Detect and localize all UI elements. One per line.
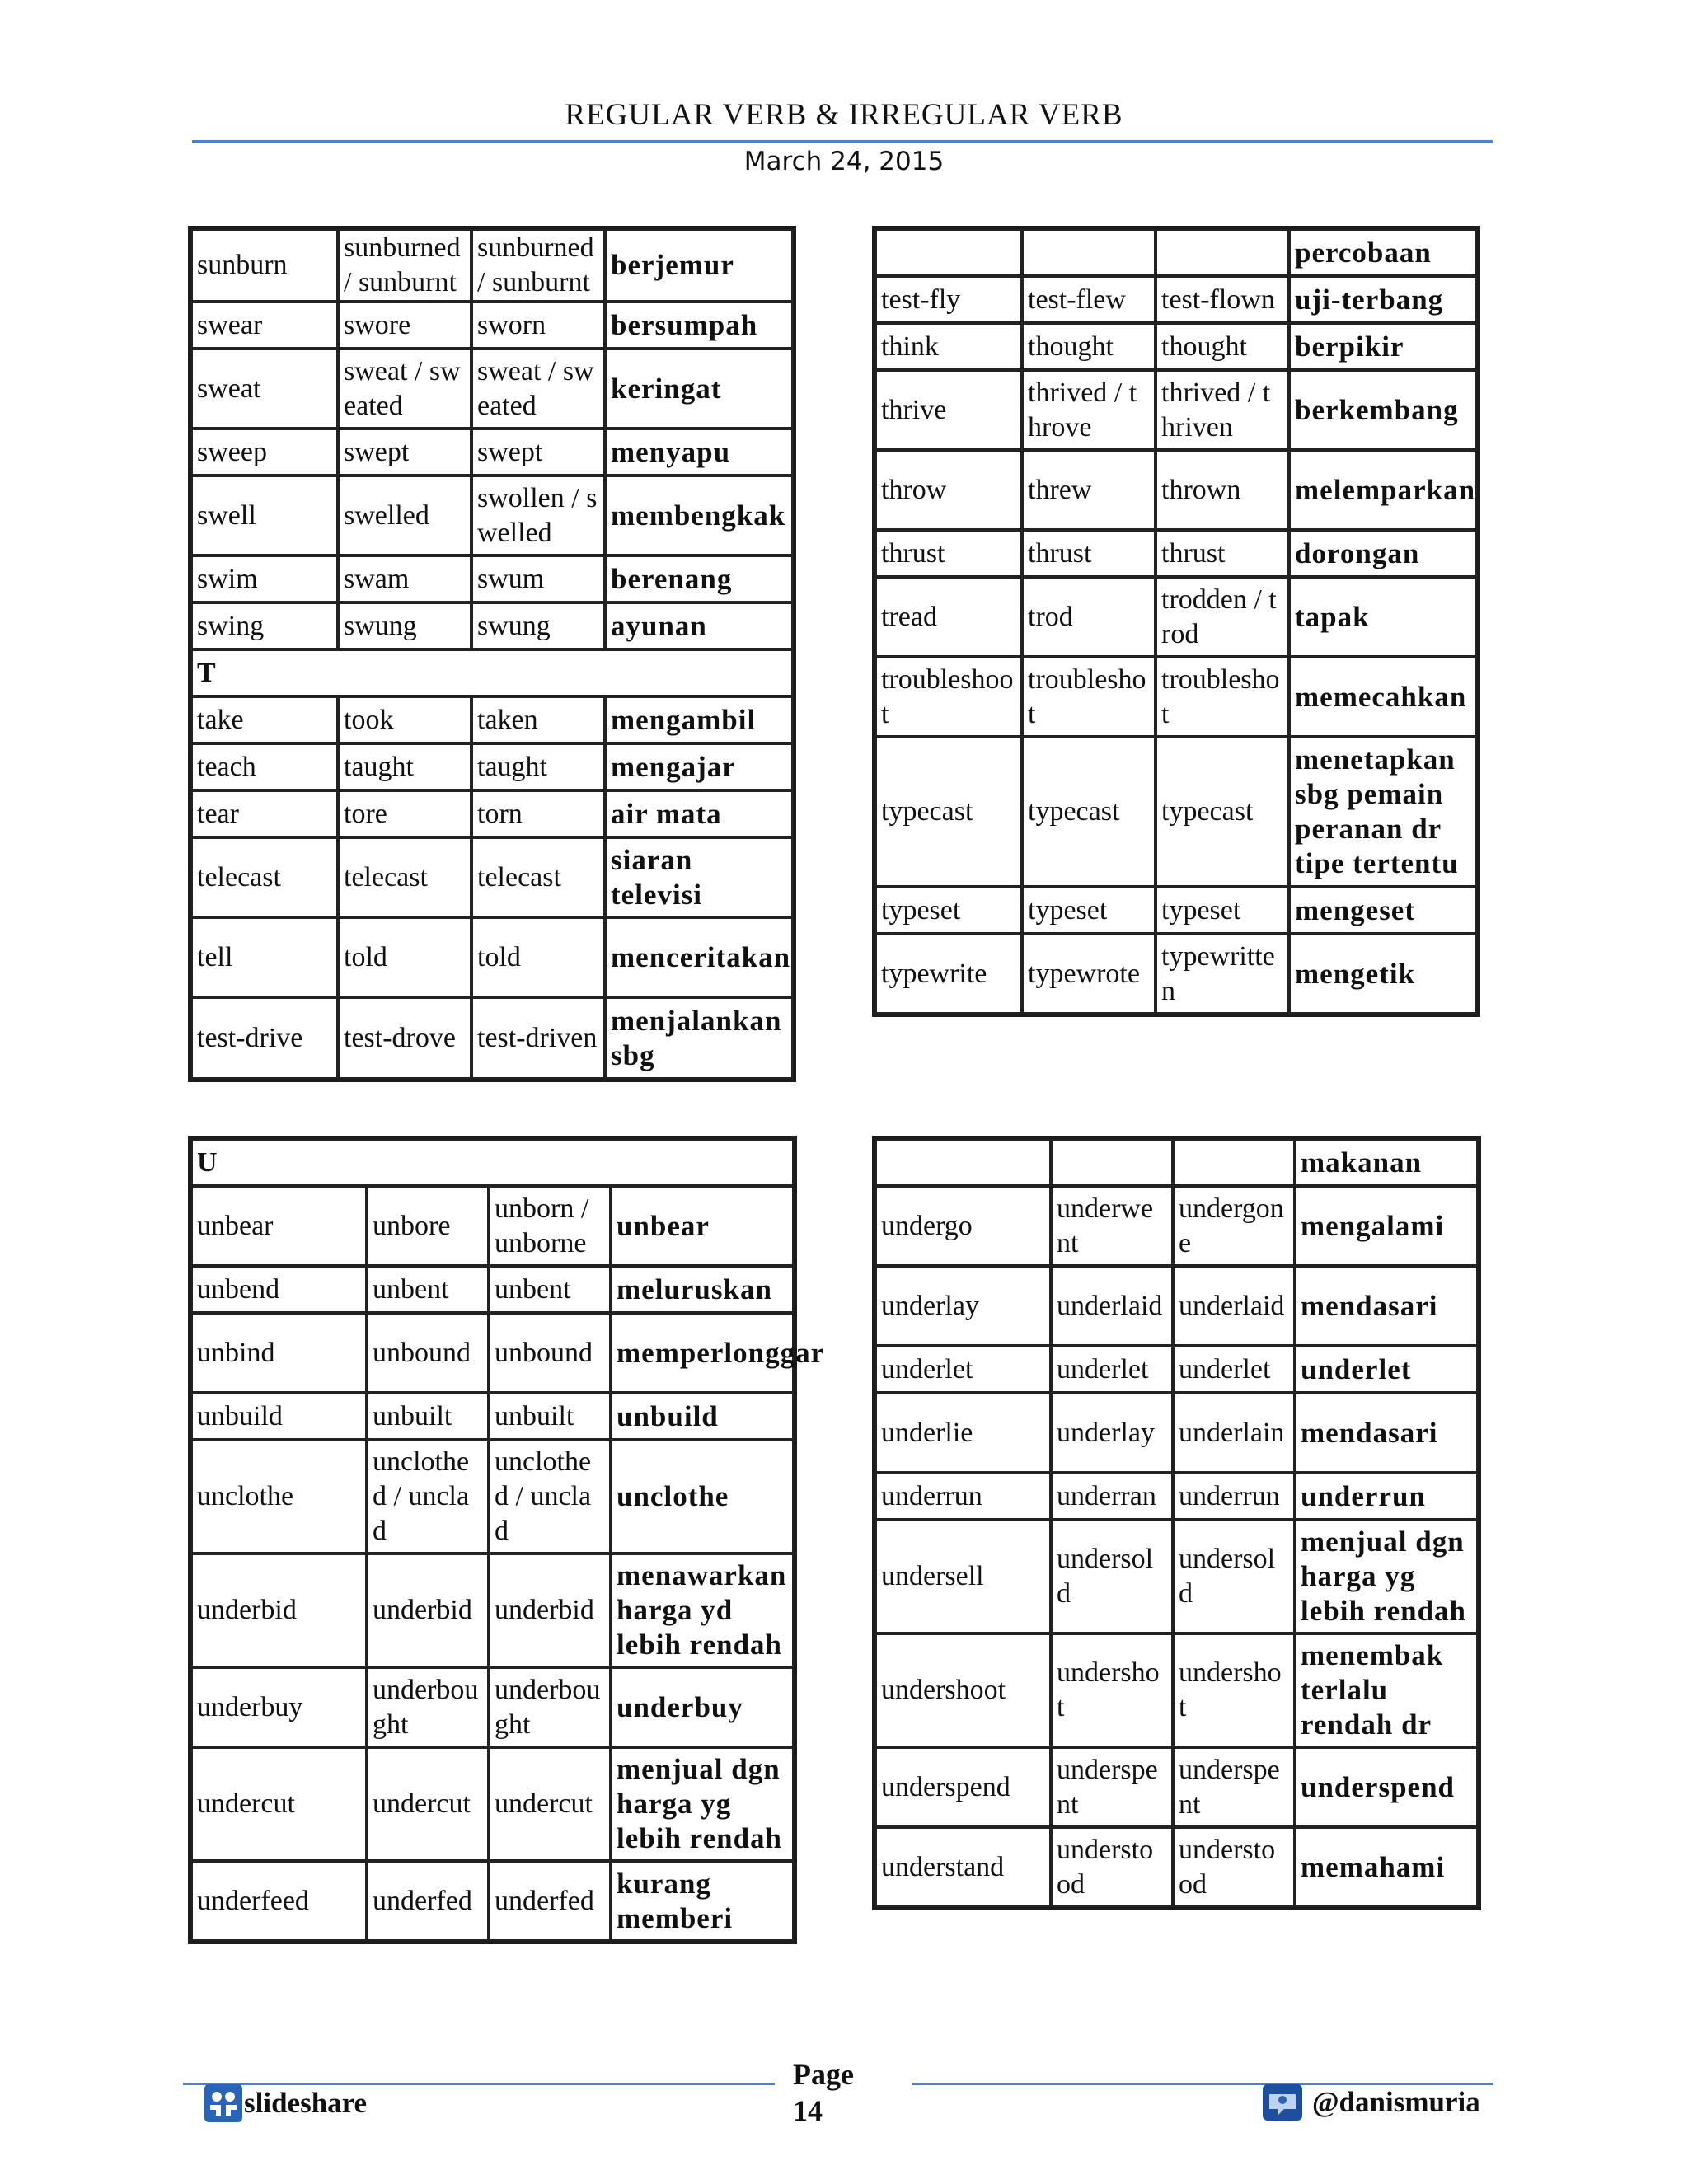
past-participle-cell: swollen / swelled — [471, 476, 605, 555]
past-tense-cell: undersold — [1051, 1520, 1173, 1633]
verb-row — [191, 1554, 794, 1667]
meaning-cell: air mata — [605, 790, 793, 837]
past-participle-cell: sunburned / sunburnt — [471, 229, 605, 302]
meaning-cell: mengajar — [605, 743, 793, 790]
slideshare-user-icon — [1261, 2083, 1304, 2122]
past-participle-cell: thought — [1156, 323, 1289, 370]
base-form-cell: underrun — [875, 1473, 1051, 1520]
meaning-cell: underspend — [1295, 1747, 1478, 1827]
meaning-cell: menetapkan sbg pemain peranan dr tipe tertentu — [1289, 737, 1477, 887]
base-form-cell — [875, 1139, 1051, 1186]
verb-row — [875, 323, 1477, 370]
past-participle-cell: thrown — [1156, 450, 1289, 530]
past-participle-cell: undercut — [489, 1747, 611, 1861]
past-tense-cell: telecast — [338, 837, 471, 917]
past-tense-cell: swore — [338, 302, 471, 349]
past-participle-cell: taught — [471, 743, 605, 790]
verb-row — [191, 602, 793, 649]
base-form-cell: swear — [191, 302, 338, 349]
verb-row — [875, 577, 1477, 657]
past-participle-cell: swept — [471, 429, 605, 476]
past-tense-cell: thrived / throve — [1022, 370, 1156, 450]
meaning-cell: memahami — [1295, 1827, 1478, 1907]
past-participle-cell: test-driven — [471, 997, 605, 1079]
past-participle-cell: sweat / sweated — [471, 349, 605, 429]
past-tense-cell: sweat / sweated — [338, 349, 471, 429]
meaning-cell: meluruskan — [611, 1266, 794, 1313]
verb-row — [191, 1313, 794, 1393]
base-form-cell: underfeed — [191, 1861, 367, 1941]
meaning-cell: menawarkan harga yd lebih rendah — [611, 1554, 794, 1667]
meaning-cell: kurang memberi — [611, 1861, 794, 1941]
page-number-value: 14 — [793, 2094, 823, 2127]
past-tense-cell: unbore — [367, 1186, 489, 1266]
meaning-cell: makanan — [1295, 1139, 1478, 1186]
past-tense-cell — [1051, 1139, 1173, 1186]
base-form-cell: tear — [191, 790, 338, 837]
meaning-cell: uji-terbang — [1289, 276, 1477, 323]
verb-row — [875, 1520, 1478, 1633]
verb-row — [875, 1266, 1478, 1346]
past-tense-cell — [1022, 229, 1156, 276]
past-participle-cell: underrun — [1173, 1473, 1295, 1520]
meaning-cell: menjual dgn harga yg lebih rendah — [1295, 1520, 1478, 1633]
meaning-cell: mengambil — [605, 696, 793, 743]
past-participle-cell: typeset — [1156, 887, 1289, 934]
past-participle-cell: typewritten — [1156, 934, 1289, 1014]
past-tense-cell: thought — [1022, 323, 1156, 370]
base-form-cell: thrust — [875, 530, 1022, 577]
verb-row — [875, 1139, 1478, 1186]
base-form-cell: thrive — [875, 370, 1022, 450]
page-number — [793, 2056, 854, 2129]
author-handle — [1261, 2083, 1480, 2122]
past-tense-cell: typeset — [1022, 887, 1156, 934]
meaning-cell: menjalankan sbg — [605, 997, 793, 1079]
past-participle-cell: thrived / thriven — [1156, 370, 1289, 450]
base-form-cell: troubleshoot — [875, 657, 1022, 737]
past-participle-cell: underlet — [1173, 1346, 1295, 1393]
verb-row — [875, 1393, 1478, 1473]
verb-row — [191, 429, 793, 476]
meaning-cell: memecahkan — [1289, 657, 1477, 737]
meaning-cell: menyapu — [605, 429, 793, 476]
slideshare-brand-text: slideshare — [244, 2087, 368, 2119]
past-tense-cell: unbent — [367, 1266, 489, 1313]
author-username: @danismuria — [1312, 2086, 1480, 2118]
verb-row — [191, 1667, 794, 1747]
past-participle-cell: test-flown — [1156, 276, 1289, 323]
verb-table-u-continued — [872, 1136, 1481, 1910]
verb-row — [191, 837, 793, 917]
meaning-cell: membengkak — [605, 476, 793, 555]
base-form-cell: underbuy — [191, 1667, 367, 1747]
verb-row — [191, 917, 793, 997]
meaning-cell: underlet — [1295, 1346, 1478, 1393]
meaning-cell: keringat — [605, 349, 793, 429]
past-tense-cell: typecast — [1022, 737, 1156, 887]
base-form-cell: undergo — [875, 1186, 1051, 1266]
past-participle-cell: taken — [471, 696, 605, 743]
verb-table-t-continued — [872, 226, 1480, 1017]
base-form-cell: throw — [875, 450, 1022, 530]
verb-row — [875, 1633, 1478, 1747]
past-participle-cell: trodden / trod — [1156, 577, 1289, 657]
base-form-cell: teach — [191, 743, 338, 790]
past-participle-cell: undergone — [1173, 1186, 1295, 1266]
base-form-cell: underlet — [875, 1346, 1051, 1393]
past-participle-cell: underfed — [489, 1861, 611, 1941]
past-tense-cell: thrust — [1022, 530, 1156, 577]
past-tense-cell: test-drove — [338, 997, 471, 1079]
past-participle-cell: underlaid — [1173, 1266, 1295, 1346]
verb-row — [875, 1473, 1478, 1520]
past-participle-cell: troubleshot — [1156, 657, 1289, 737]
verb-row — [191, 696, 793, 743]
past-tense-cell: underbought — [367, 1667, 489, 1747]
past-tense-cell: swept — [338, 429, 471, 476]
verb-row — [191, 997, 793, 1079]
verb-row — [191, 229, 793, 302]
past-participle-cell: unbound — [489, 1313, 611, 1393]
base-form-cell: tread — [875, 577, 1022, 657]
meaning-cell: berenang — [605, 555, 793, 602]
past-tense-cell: underlet — [1051, 1346, 1173, 1393]
verb-row — [875, 657, 1477, 737]
meaning-cell: menjual dgn harga yg lebih rendah — [611, 1747, 794, 1861]
meaning-cell: mengeset — [1289, 887, 1477, 934]
verb-row — [191, 790, 793, 837]
meaning-cell: menceritakan — [605, 917, 793, 997]
letter-heading-row — [191, 1139, 794, 1186]
verb-row — [875, 1186, 1478, 1266]
past-tense-cell: underspent — [1051, 1747, 1173, 1827]
meaning-cell: menembak terlalu rendah dr — [1295, 1633, 1478, 1747]
past-participle-cell: underbought — [489, 1667, 611, 1747]
letter-heading-row — [191, 649, 793, 696]
meaning-cell: siaran televisi — [605, 837, 793, 917]
past-tense-cell: tore — [338, 790, 471, 837]
verb-row — [191, 555, 793, 602]
past-tense-cell: threw — [1022, 450, 1156, 530]
slideshare-icon — [203, 2083, 244, 2124]
meaning-cell: memperlonggar — [611, 1313, 794, 1393]
base-form-cell: tell — [191, 917, 338, 997]
past-participle-cell: underbid — [489, 1554, 611, 1667]
past-participle-cell: unbent — [489, 1266, 611, 1313]
base-form-cell: unbear — [191, 1186, 367, 1266]
base-form-cell: underbid — [191, 1554, 367, 1667]
past-participle-cell: underspent — [1173, 1747, 1295, 1827]
past-tense-cell: typewrote — [1022, 934, 1156, 1014]
past-tense-cell: undershot — [1051, 1633, 1173, 1747]
verb-row — [875, 1346, 1478, 1393]
past-tense-cell: test-flew — [1022, 276, 1156, 323]
verb-row — [875, 276, 1477, 323]
meaning-cell: berkembang — [1289, 370, 1477, 450]
past-tense-cell: undercut — [367, 1747, 489, 1861]
meaning-cell: unclothe — [611, 1440, 794, 1554]
base-form-cell: underspend — [875, 1747, 1051, 1827]
base-form-cell: swell — [191, 476, 338, 555]
verb-row — [191, 1186, 794, 1266]
meaning-cell: dorongan — [1289, 530, 1477, 577]
verb-row — [191, 1440, 794, 1554]
verb-row — [875, 229, 1477, 276]
base-form-cell: unclothe — [191, 1440, 367, 1554]
past-tense-cell: swam — [338, 555, 471, 602]
base-form-cell: test-fly — [875, 276, 1022, 323]
meaning-cell: tapak — [1289, 577, 1477, 657]
past-tense-cell: unclothed / unclad — [367, 1440, 489, 1554]
meaning-cell: berpikir — [1289, 323, 1477, 370]
meaning-cell: mengetik — [1289, 934, 1477, 1014]
base-form-cell: think — [875, 323, 1022, 370]
verb-table-u — [188, 1136, 825, 1944]
base-form-cell: underlay — [875, 1266, 1051, 1346]
past-tense-cell: unbuilt — [367, 1393, 489, 1440]
meaning-cell: mendasari — [1295, 1393, 1478, 1473]
verb-row — [191, 1266, 794, 1313]
past-participle-cell: undershot — [1173, 1633, 1295, 1747]
past-participle-cell: unclothed / unclad — [489, 1440, 611, 1554]
meaning-cell: mengalami — [1295, 1186, 1478, 1266]
past-participle-cell: underlain — [1173, 1393, 1295, 1473]
verb-row — [875, 450, 1477, 530]
past-participle-cell: told — [471, 917, 605, 997]
past-tense-cell: swelled — [338, 476, 471, 555]
base-form-cell: test-drive — [191, 997, 338, 1079]
verb-row — [191, 476, 793, 555]
base-form-cell: sunburn — [191, 229, 338, 302]
base-form-cell: unbuild — [191, 1393, 367, 1440]
meaning-cell: berjemur — [605, 229, 793, 302]
past-tense-cell: took — [338, 696, 471, 743]
verb-row — [191, 349, 793, 429]
verb-row — [875, 1827, 1478, 1907]
meaning-cell: unbear — [611, 1186, 794, 1266]
past-tense-cell: underwent — [1051, 1186, 1173, 1266]
past-participle-cell: unbuilt — [489, 1393, 611, 1440]
verb-row — [191, 1747, 794, 1861]
past-participle-cell — [1173, 1139, 1295, 1186]
verb-row — [875, 530, 1477, 577]
past-tense-cell: understood — [1051, 1827, 1173, 1907]
base-form-cell: telecast — [191, 837, 338, 917]
past-participle-cell: unborn / unborne — [489, 1186, 611, 1266]
verb-row — [191, 1393, 794, 1440]
meaning-cell: underbuy — [611, 1667, 794, 1747]
base-form-cell: undersell — [875, 1520, 1051, 1633]
header-divider — [192, 140, 1493, 143]
past-participle-cell: thrust — [1156, 530, 1289, 577]
document-title: REGULAR VERB & IRREGULAR VERB — [565, 98, 1123, 132]
letter-heading: U — [191, 1139, 794, 1186]
document-date: March 24, 2015 — [743, 147, 945, 176]
past-tense-cell: underfed — [367, 1861, 489, 1941]
verb-row — [875, 934, 1477, 1014]
base-form-cell: understand — [875, 1827, 1051, 1907]
base-form-cell: underlie — [875, 1393, 1051, 1473]
base-form-cell — [875, 229, 1022, 276]
past-tense-cell: troubleshot — [1022, 657, 1156, 737]
base-form-cell: sweep — [191, 429, 338, 476]
verb-table-s-t — [188, 226, 796, 1082]
base-form-cell: typecast — [875, 737, 1022, 887]
past-participle-cell: undersold — [1173, 1520, 1295, 1633]
meaning-cell: unbuild — [611, 1393, 794, 1440]
past-participle-cell: swung — [471, 602, 605, 649]
verb-row — [875, 1747, 1478, 1827]
past-tense-cell: underlaid — [1051, 1266, 1173, 1346]
meaning-cell: mendasari — [1295, 1266, 1478, 1346]
past-participle-cell: telecast — [471, 837, 605, 917]
verb-row — [191, 302, 793, 349]
base-form-cell: unbind — [191, 1313, 367, 1393]
past-participle-cell: torn — [471, 790, 605, 837]
verb-row — [875, 737, 1477, 887]
verb-row — [191, 743, 793, 790]
base-form-cell: undershoot — [875, 1633, 1051, 1747]
page-label: Page — [793, 2058, 854, 2091]
base-form-cell: swim — [191, 555, 338, 602]
base-form-cell: take — [191, 696, 338, 743]
meaning-cell: melemparkan — [1289, 450, 1477, 530]
verb-row — [875, 370, 1477, 450]
verb-row — [875, 887, 1477, 934]
base-form-cell: sweat — [191, 349, 338, 429]
base-form-cell: unbend — [191, 1266, 367, 1313]
past-tense-cell: underran — [1051, 1473, 1173, 1520]
past-participle-cell: understood — [1173, 1827, 1295, 1907]
verb-row — [191, 1861, 794, 1941]
meaning-cell: bersumpah — [605, 302, 793, 349]
base-form-cell: typewrite — [875, 934, 1022, 1014]
past-tense-cell: underlay — [1051, 1393, 1173, 1473]
past-tense-cell: told — [338, 917, 471, 997]
past-participle-cell: swum — [471, 555, 605, 602]
past-tense-cell: trod — [1022, 577, 1156, 657]
past-tense-cell: swung — [338, 602, 471, 649]
past-tense-cell: sunburned / sunburnt — [338, 229, 471, 302]
meaning-cell: underrun — [1295, 1473, 1478, 1520]
past-tense-cell: taught — [338, 743, 471, 790]
past-participle-cell: typecast — [1156, 737, 1289, 887]
past-tense-cell: underbid — [367, 1554, 489, 1667]
letter-heading: T — [191, 649, 793, 696]
meaning-cell: percobaan — [1289, 229, 1477, 276]
meaning-cell: ayunan — [605, 602, 793, 649]
base-form-cell: typeset — [875, 887, 1022, 934]
slideshare-logo — [203, 2083, 367, 2124]
past-participle-cell — [1156, 229, 1289, 276]
base-form-cell: undercut — [191, 1747, 367, 1861]
past-tense-cell: unbound — [367, 1313, 489, 1393]
base-form-cell: swing — [191, 602, 338, 649]
past-participle-cell: sworn — [471, 302, 605, 349]
